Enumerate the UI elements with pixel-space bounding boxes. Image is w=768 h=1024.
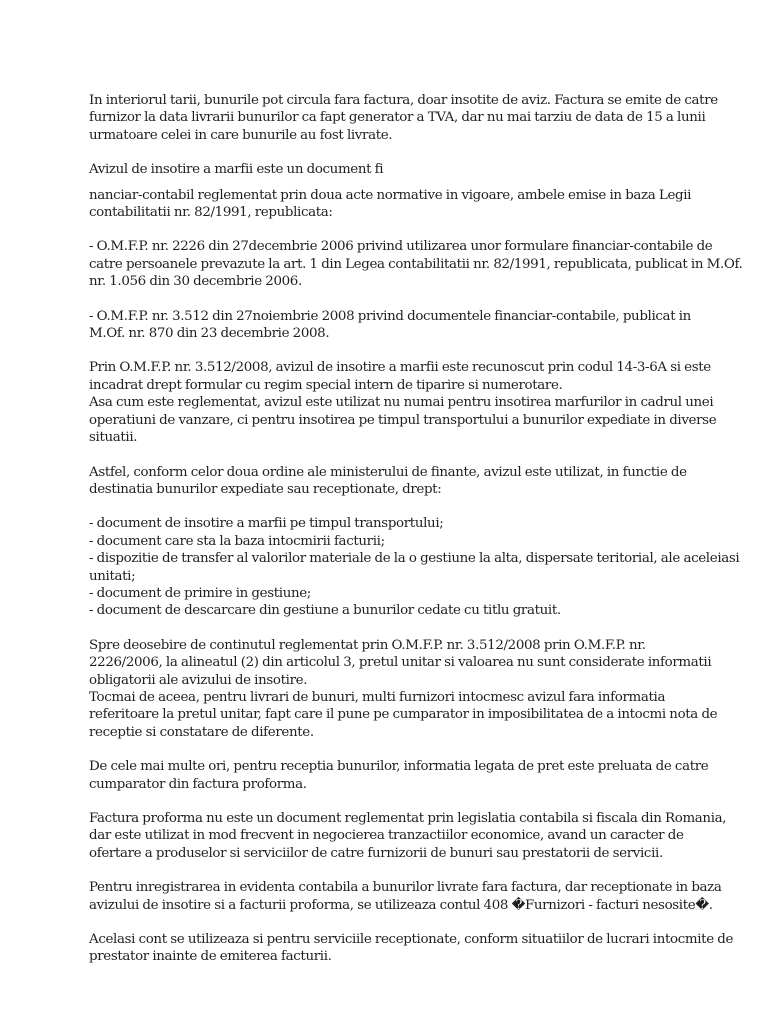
text-line: - O.M.F.P. nr. 2226 din 27decembrie 2006 privind utilizarea unor formulare financiar-contabile de	[89, 239, 713, 255]
text-line: avizului de insotire si a facturii proforma, se utilizeaza contul 408 �Furnizori - facturi nesosite�.	[89, 897, 713, 913]
text-line: operatiuni de vanzare, ci pentru insotirea pe timpul transportului a bunurilor expediate in diverse	[89, 412, 717, 428]
text-line: dar este utilizat in mod frecvent in negocierea tranzactiilor economice, avand un caracter de	[89, 828, 684, 844]
text-line: prestator inainte de emiterea facturii.	[89, 949, 332, 965]
text-line: Spre deosebire de continutul reglementat prin O.M.F.P. nr. 3.512/2008 prin O.M.F.P. nr.	[89, 637, 646, 653]
text-line: catre persoanele prevazute la art. 1 din Legea contabilitatii nr. 82/1991, republicata, publicat in M.Of.	[89, 256, 743, 272]
text-line: - dispozitie de transfer al valorilor materiale de la o gestiune la alta, dispersate teritorial, ale aceleiasi	[89, 551, 740, 567]
text-line: Tocmai de aceea, pentru livrari de bunuri, multi furnizori intocmesc avizul fara informatia	[89, 689, 666, 705]
text-line: M.Of. nr. 870 din 23 decembrie 2008.	[89, 326, 330, 342]
text-line: ofertare a produselor si serviciilor de catre furnizorii de bunuri sau prestatorii de servicii.	[89, 845, 663, 861]
text-line: Acelasi cont se utilizeaza si pentru serviciile receptionate, conform situatiilor de lucrari intocmite de	[89, 932, 734, 948]
text-line: 2226/2006, la alineatul (2) din articolul 3, pretul unitar si valoarea nu sunt considerate informatii	[89, 655, 712, 671]
text-line: - document de insotire a marfii pe timpul transportului;	[89, 516, 444, 532]
text-line: - O.M.F.P. nr. 3.512 din 27noiembrie 2008 privind documentele financiar-contabile, publicat in	[89, 308, 691, 324]
text-line: Factura proforma nu este un document reglementat prin legislatia contabila si fiscala din Romania,	[89, 811, 727, 826]
text-line: destinatia bunurilor expediate sau receptionate, drept:	[89, 481, 442, 497]
text-line: cumparator din factura proforma.	[89, 776, 307, 792]
text-line: incadrat drept formular cu regim special intern de tiparire si numerotare.	[89, 377, 563, 393]
text-line: - document de descarcare din gestiune a bunurilor cedate cu titlu gratuit.	[89, 603, 561, 619]
text-line: Pentru inregistrarea in evidenta contabila a bunurilor livrate fara factura, dar receptionate in baza	[89, 880, 722, 896]
text-line: contabilitatii nr. 82/1991, republicata:	[89, 205, 333, 221]
text-line: - document de primire in gestiune;	[89, 585, 311, 601]
text-line: Astfel, conform celor doua ordine ale ministerului de finante, avizul este utilizat, in functie de	[89, 464, 687, 480]
text-line: Asa cum este reglementat, avizul este utilizat nu numai pentru insotirea marfurilor in cadrul unei	[89, 395, 714, 411]
text-line: urmatoare celei in care bunurile au fost livrate.	[89, 127, 393, 143]
text-line: furnizor la data livrarii bunurilor ca fapt generator a TVA, dar nu mai tarziu de data de 15 a lunii	[89, 110, 706, 126]
text-line: In interiorul tarii, bunurile pot circula fara factura, doar insotite de aviz. Factura se emite de catre	[89, 93, 718, 108]
text-line: nr. 1.056 din 30 decembrie 2006.	[89, 274, 302, 290]
text-line: Prin O.M.F.P. nr. 3.512/2008, avizul de insotire a marfii este recunoscut prin codul 14-3-6A si este	[89, 360, 711, 376]
text-line: obligatorii ale avizului de insotire.	[89, 672, 308, 688]
text-line: Avizul de insotire a marfii este un document fi	[89, 162, 384, 178]
text-line: - document care sta la baza intocmirii facturii;	[89, 533, 385, 549]
text-line: nanciar-contabil reglementat prin doua acte normative in vigoare, ambele emise in baza Legii	[89, 187, 692, 203]
text-line: De cele mai multe ori, pentru receptia bunurilor, informatia legata de pret este preluata de catre	[89, 759, 709, 775]
text-line: unitati;	[89, 568, 136, 584]
text-line: receptie si constatare de diferente.	[89, 724, 314, 740]
text-line: situatii.	[89, 430, 138, 446]
text-line: referitoare la pretul unitar, fapt care il pune pe cumparator in imposibilitatea de a intocmi nota de	[89, 707, 718, 723]
